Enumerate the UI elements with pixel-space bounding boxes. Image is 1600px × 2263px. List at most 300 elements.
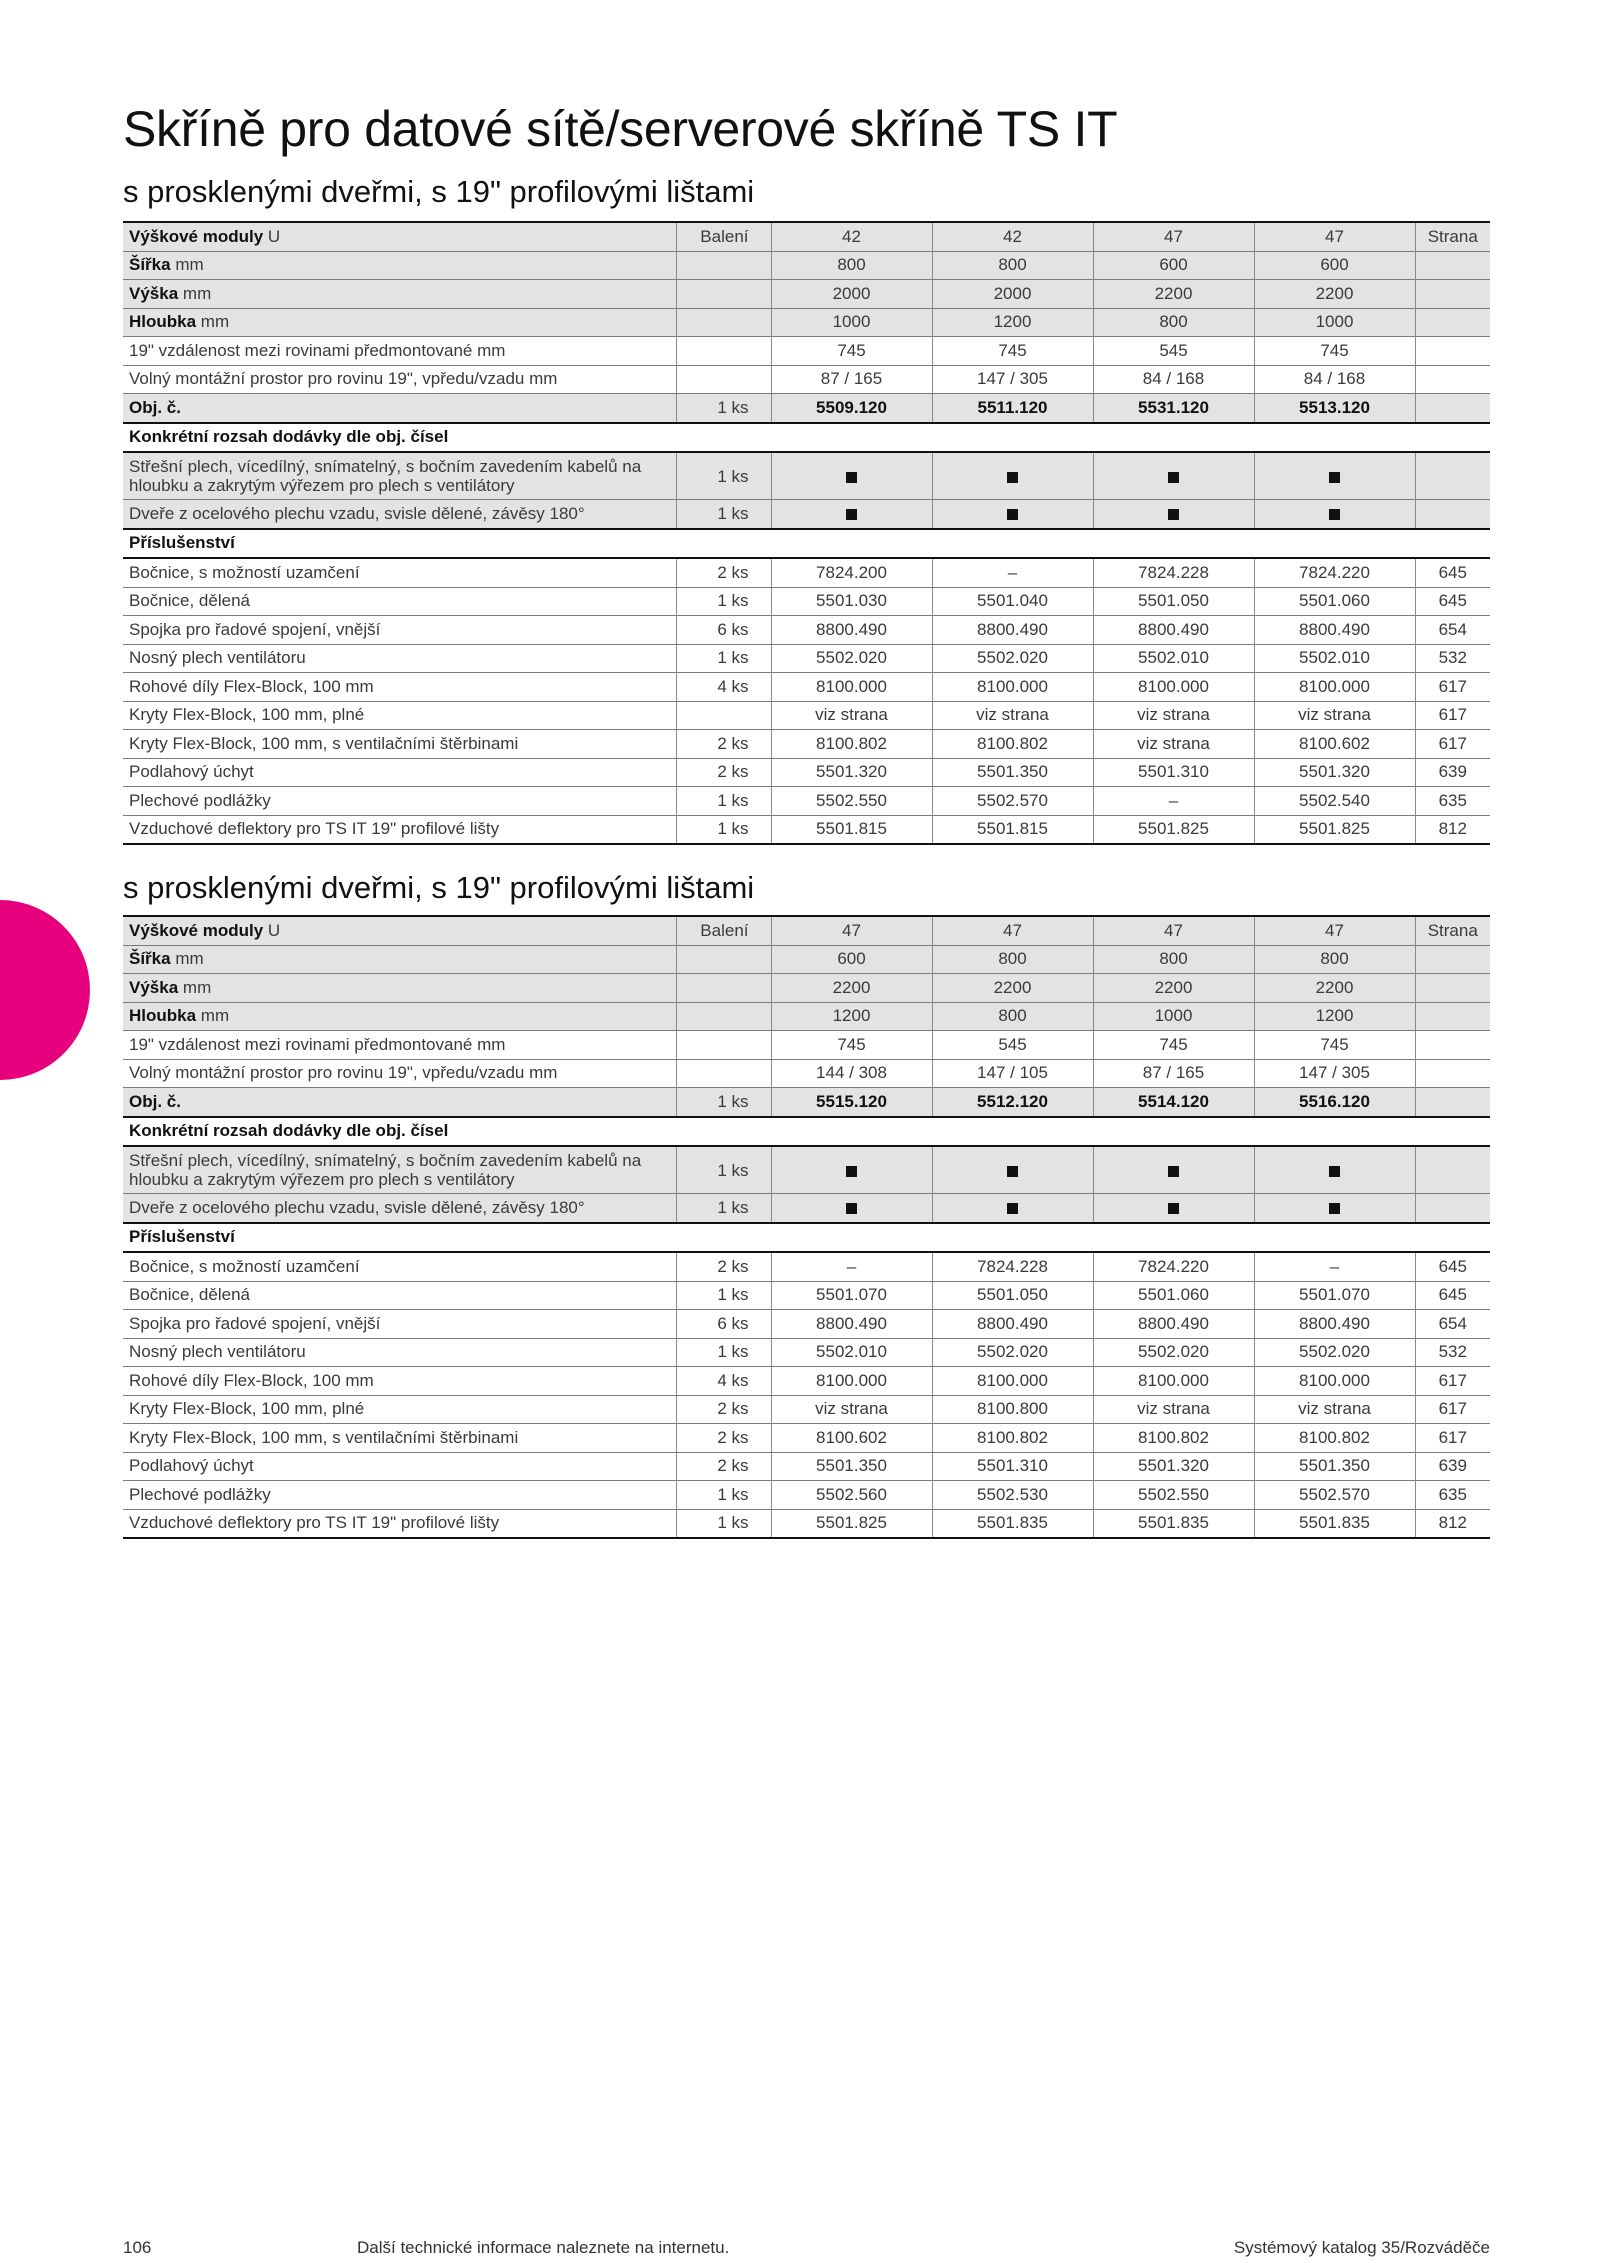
dimension-row [123, 280, 1490, 309]
accessory-order-number: 8800.490 [1093, 1310, 1254, 1339]
dimension-value: 2000 [932, 280, 1093, 309]
accessory-row [123, 1395, 1490, 1424]
accessory-order-number: 8800.490 [771, 616, 932, 645]
accessory-order-number: 8100.000 [1254, 673, 1415, 702]
row-label: Obj. č. [123, 1088, 676, 1117]
pack-value: 1 ks [676, 1481, 771, 1510]
dimension-value: 600 [771, 945, 932, 974]
row-label-text: Výška [129, 977, 179, 997]
dimension-value: 800 [1093, 308, 1254, 337]
included-cell [932, 1146, 1093, 1194]
included-cell [932, 1194, 1093, 1223]
accessory-row [123, 587, 1490, 616]
accessory-row [123, 730, 1490, 759]
detail-row [123, 1031, 1490, 1060]
order-number-row [123, 394, 1490, 423]
included-square-icon [846, 472, 857, 483]
dimension-value: 1200 [771, 1002, 932, 1031]
page-ref: 617 [1415, 701, 1490, 730]
included-cell [771, 500, 932, 529]
empty-cell [1415, 1088, 1490, 1117]
row-label: Kryty Flex-Block, 100 mm, s ventilačními štěrbinami [123, 730, 676, 759]
accessory-order-number: viz strana [1254, 1395, 1415, 1424]
accessory-order-number: 8100.602 [771, 1424, 932, 1453]
accessory-order-number: 5502.020 [1093, 1338, 1254, 1367]
dimension-value: 2000 [771, 280, 932, 309]
empty-cell [676, 1059, 771, 1088]
accessory-order-number: 5502.540 [1254, 787, 1415, 816]
accessory-order-number: 5501.835 [1254, 1509, 1415, 1538]
accessory-order-number: 8800.490 [1093, 616, 1254, 645]
pack-value: 1 ks [676, 394, 771, 423]
order-number: 5516.120 [1254, 1088, 1415, 1117]
page-ref: 645 [1415, 1281, 1490, 1310]
row-label: Rohové díly Flex-Block, 100 mm [123, 1367, 676, 1396]
accessory-order-number: 8100.000 [1254, 1367, 1415, 1396]
dimension-value: 2200 [932, 974, 1093, 1003]
page-number: 106 [123, 2238, 152, 2257]
height-value: 47 [932, 916, 1093, 945]
scope-title: Konkrétní rozsah dodávky dle obj. čísel [123, 423, 1490, 453]
dimension-value: 800 [1254, 945, 1415, 974]
dimension-value: 1000 [1093, 1002, 1254, 1031]
included-square-icon [1168, 472, 1179, 483]
accessory-order-number: 5501.835 [932, 1509, 1093, 1538]
empty-cell [1415, 365, 1490, 394]
row-label: Nosný plech ventilátoru [123, 1338, 676, 1367]
dimension-row [123, 308, 1490, 337]
page-ref: 645 [1415, 587, 1490, 616]
empty-cell [676, 280, 771, 309]
included-cell [1093, 452, 1254, 500]
section-title: s prosklenými dveřmi, s 19" profilovými lištami [123, 174, 755, 209]
section-title: s prosklenými dveřmi, s 19" profilovými lištami [123, 870, 755, 905]
included-cell [1254, 1146, 1415, 1194]
row-label [123, 916, 676, 945]
included-cell [771, 1194, 932, 1223]
accessory-order-number: 5501.815 [932, 815, 1093, 844]
empty-cell [676, 974, 771, 1003]
accessory-order-number: 8100.800 [932, 1395, 1093, 1424]
accessory-row [123, 558, 1490, 587]
empty-cell [676, 251, 771, 280]
included-square-icon [1168, 1166, 1179, 1177]
pack-value: 1 ks [676, 587, 771, 616]
pack-value: 1 ks [676, 1194, 771, 1223]
height-value: 47 [1093, 916, 1254, 945]
order-number: 5511.120 [932, 394, 1093, 423]
row-label: Volný montážní prostor pro rovinu 19", vpředu/vzadu mm [123, 365, 676, 394]
pack-value: 1 ks [676, 452, 771, 500]
detail-value: 87 / 165 [1093, 1059, 1254, 1088]
included-cell [932, 500, 1093, 529]
accessory-order-number: 8100.802 [932, 1424, 1093, 1453]
row-label: 19" vzdálenost mezi rovinami předmontované mm [123, 1031, 676, 1060]
accessory-order-number: 8800.490 [932, 616, 1093, 645]
page-ref: 645 [1415, 558, 1490, 587]
accessory-order-number: 5502.570 [1254, 1481, 1415, 1510]
row-label: Bočnice, s možností uzamčení [123, 1252, 676, 1281]
accessory-order-number: 5501.320 [1093, 1452, 1254, 1481]
accessory-order-number: 5501.350 [1254, 1452, 1415, 1481]
included-square-icon [846, 1166, 857, 1177]
empty-cell [1415, 945, 1490, 974]
accessory-order-number: 5501.815 [771, 815, 932, 844]
row-label-text: Výškové moduly [129, 226, 264, 246]
empty-cell [1415, 1194, 1490, 1223]
page-ref: 532 [1415, 1338, 1490, 1367]
included-cell [1254, 1194, 1415, 1223]
row-label-text: Šířka [129, 255, 171, 275]
row-label-text: Výškové moduly [129, 920, 264, 940]
pack-value: 6 ks [676, 1310, 771, 1339]
empty-cell [1415, 251, 1490, 280]
detail-value: 84 / 168 [1254, 365, 1415, 394]
detail-value: 745 [771, 1031, 932, 1060]
accessory-order-number: 8100.802 [771, 730, 932, 759]
accessory-order-number: 8100.802 [932, 730, 1093, 759]
accessory-order-number: 5501.050 [1093, 587, 1254, 616]
accessory-order-number: – [1093, 787, 1254, 816]
page-ref: 532 [1415, 644, 1490, 673]
row-label: Plechové podlážky [123, 1481, 676, 1510]
empty-cell [676, 945, 771, 974]
page-ref: 617 [1415, 1395, 1490, 1424]
detail-value: 745 [932, 337, 1093, 366]
dimension-value: 800 [932, 1002, 1093, 1031]
accessories-title-row [123, 1223, 1490, 1253]
row-label: Bočnice, dělená [123, 587, 676, 616]
row-label: Podlahový úchyt [123, 758, 676, 787]
dimension-value: 800 [932, 251, 1093, 280]
empty-cell [1415, 974, 1490, 1003]
detail-row [123, 365, 1490, 394]
detail-row [123, 337, 1490, 366]
pack-value: 2 ks [676, 1424, 771, 1453]
row-label [123, 308, 676, 337]
accessory-order-number: 5501.310 [1093, 758, 1254, 787]
scope-title: Konkrétní rozsah dodávky dle obj. čísel [123, 1117, 1490, 1147]
accessory-order-number: 8100.000 [771, 673, 932, 702]
page-ref: 617 [1415, 1367, 1490, 1396]
accessory-order-number: 7824.228 [932, 1252, 1093, 1281]
included-square-icon [1007, 472, 1018, 483]
accessory-order-number: – [932, 558, 1093, 587]
pack-value: 6 ks [676, 616, 771, 645]
included-square-icon [846, 1203, 857, 1214]
accessory-order-number: 8800.490 [1254, 616, 1415, 645]
empty-cell [1415, 1031, 1490, 1060]
page-ref: 645 [1415, 1252, 1490, 1281]
detail-value: 745 [1254, 337, 1415, 366]
accessory-order-number: 5502.020 [771, 644, 932, 673]
pack-value: 2 ks [676, 558, 771, 587]
row-unit: mm [175, 949, 204, 969]
accessory-order-number: 5501.030 [771, 587, 932, 616]
row-label: Kryty Flex-Block, 100 mm, plné [123, 701, 676, 730]
row-label: Obj. č. [123, 394, 676, 423]
accessory-row [123, 673, 1490, 702]
accessory-order-number: 5501.835 [1093, 1509, 1254, 1538]
row-label: 19" vzdálenost mezi rovinami předmontované mm [123, 337, 676, 366]
detail-value: 87 / 165 [771, 365, 932, 394]
page-ref: 654 [1415, 616, 1490, 645]
header-row [123, 916, 1490, 945]
row-label: Dveře z ocelového plechu vzadu, svisle dělené, závěsy 180° [123, 1194, 676, 1223]
accessory-row [123, 701, 1490, 730]
pack-value: 2 ks [676, 758, 771, 787]
accessory-order-number: 5501.070 [771, 1281, 932, 1310]
accessory-order-number: 5501.070 [1254, 1281, 1415, 1310]
accessory-order-number: 8800.490 [932, 1310, 1093, 1339]
row-label [123, 251, 676, 280]
empty-cell [1415, 337, 1490, 366]
dimension-row [123, 1002, 1490, 1031]
order-number: 5512.120 [932, 1088, 1093, 1117]
page-title: Skříně pro datové sítě/serverové skříně TS IT [123, 101, 1118, 157]
header-row [123, 222, 1490, 251]
detail-value: 545 [1093, 337, 1254, 366]
included-square-icon [1168, 509, 1179, 520]
scope-title-row [123, 423, 1490, 453]
accessory-row [123, 1481, 1490, 1510]
accessory-order-number: 5501.040 [932, 587, 1093, 616]
accessory-order-number: viz strana [1093, 730, 1254, 759]
dimension-value: 2200 [1254, 280, 1415, 309]
row-unit: U [267, 226, 281, 246]
accessory-row [123, 1452, 1490, 1481]
accessory-order-number: 7824.220 [1093, 1252, 1254, 1281]
footer-catalog: Systémový katalog 35/Rozváděče [1233, 2238, 1490, 2257]
accessories-title-row [123, 529, 1490, 559]
row-label: Volný montážní prostor pro rovinu 19", vpředu/vzadu mm [123, 1059, 676, 1088]
detail-value: 745 [1254, 1031, 1415, 1060]
accessory-order-number: 5502.020 [932, 644, 1093, 673]
detail-value: 545 [932, 1031, 1093, 1060]
pack-value [676, 701, 771, 730]
dimension-value: 800 [932, 945, 1093, 974]
accessory-row [123, 1424, 1490, 1453]
pack-value: 1 ks [676, 815, 771, 844]
empty-cell [676, 365, 771, 394]
detail-value: 84 / 168 [1093, 365, 1254, 394]
row-label-text: Hloubka [129, 312, 197, 332]
height-value: 47 [1254, 222, 1415, 251]
row-label [123, 974, 676, 1003]
row-label-text: Hloubka [129, 1006, 197, 1026]
page-ref: 639 [1415, 1452, 1490, 1481]
order-number: 5515.120 [771, 1088, 932, 1117]
dimension-row [123, 945, 1490, 974]
pack-value: 2 ks [676, 1395, 771, 1424]
accessory-order-number: 5502.560 [771, 1481, 932, 1510]
page-ref: 812 [1415, 815, 1490, 844]
accessory-order-number: 8800.490 [1254, 1310, 1415, 1339]
dimension-value: 800 [771, 251, 932, 280]
detail-value: 745 [771, 337, 932, 366]
page-ref: 635 [1415, 1481, 1490, 1510]
row-unit: U [267, 920, 281, 940]
page-header: Strana [1415, 222, 1490, 251]
accessory-order-number: 5501.060 [1093, 1281, 1254, 1310]
row-label [123, 280, 676, 309]
empty-cell [1415, 500, 1490, 529]
accessory-order-number: viz strana [932, 701, 1093, 730]
order-number-row [123, 1088, 1490, 1117]
row-label: Spojka pro řadové spojení, vnější [123, 616, 676, 645]
spec-table [123, 915, 1490, 1539]
height-value: 47 [1254, 916, 1415, 945]
accessory-order-number: 5502.550 [1093, 1481, 1254, 1510]
row-label [123, 945, 676, 974]
included-cell [1093, 500, 1254, 529]
pack-value: 2 ks [676, 730, 771, 759]
row-unit: mm [175, 255, 204, 275]
accessory-order-number: 8100.602 [1254, 730, 1415, 759]
dimension-value: 800 [1093, 945, 1254, 974]
pack-value: 1 ks [676, 1338, 771, 1367]
included-square-icon [846, 509, 857, 520]
accessory-row [123, 815, 1490, 844]
accessory-order-number: viz strana [1093, 1395, 1254, 1424]
empty-cell [676, 1031, 771, 1060]
empty-cell [1415, 308, 1490, 337]
accessory-order-number: 8800.490 [771, 1310, 932, 1339]
dimension-value: 2200 [1093, 280, 1254, 309]
scope-row [123, 500, 1490, 529]
accessory-order-number: 8100.000 [771, 1367, 932, 1396]
accessory-order-number: 5501.825 [1093, 815, 1254, 844]
dimension-row [123, 974, 1490, 1003]
row-label [123, 1002, 676, 1031]
pack-header: Balení [676, 916, 771, 945]
order-number: 5531.120 [1093, 394, 1254, 423]
detail-row [123, 1059, 1490, 1088]
empty-cell [1415, 394, 1490, 423]
accessory-order-number: – [771, 1252, 932, 1281]
pack-value: 1 ks [676, 500, 771, 529]
dimension-value: 600 [1093, 251, 1254, 280]
accent-circle [0, 900, 90, 1080]
included-square-icon [1329, 472, 1340, 483]
accessory-order-number: 8100.000 [932, 1367, 1093, 1396]
accessory-order-number: 5502.020 [1254, 1338, 1415, 1367]
empty-cell [1415, 1002, 1490, 1031]
empty-cell [1415, 1146, 1490, 1194]
accessory-order-number: 5501.350 [771, 1452, 932, 1481]
height-value: 47 [1093, 222, 1254, 251]
row-label: Střešní plech, vícedílný, snímatelný, s bočním zavedením kabelů na hloubku a zakrytým výřezem pro plech s ventilátory [123, 452, 676, 500]
pack-value: 1 ks [676, 787, 771, 816]
accessory-row [123, 1310, 1490, 1339]
order-number: 5509.120 [771, 394, 932, 423]
accessory-order-number: 5501.310 [932, 1452, 1093, 1481]
order-number: 5514.120 [1093, 1088, 1254, 1117]
accessory-order-number: 5502.570 [932, 787, 1093, 816]
page-ref: 617 [1415, 673, 1490, 702]
accessory-order-number: viz strana [771, 701, 932, 730]
scope-row [123, 452, 1490, 500]
accessory-order-number: 5502.550 [771, 787, 932, 816]
pack-value: 4 ks [676, 673, 771, 702]
page-ref: 654 [1415, 1310, 1490, 1339]
accessory-row [123, 616, 1490, 645]
row-unit: mm [182, 977, 212, 997]
pack-value: 1 ks [676, 644, 771, 673]
included-square-icon [1329, 509, 1340, 520]
row-label: Podlahový úchyt [123, 1452, 676, 1481]
included-square-icon [1007, 1203, 1018, 1214]
accessory-row [123, 644, 1490, 673]
row-unit: mm [200, 1006, 230, 1026]
pack-value: 1 ks [676, 1509, 771, 1538]
detail-value: 147 / 105 [932, 1059, 1093, 1088]
included-cell [1254, 452, 1415, 500]
detail-value: 745 [1093, 1031, 1254, 1060]
pack-value: 4 ks [676, 1367, 771, 1396]
accessory-row [123, 1252, 1490, 1281]
accessories-title: Příslušenství [123, 529, 1490, 559]
row-label: Rohové díly Flex-Block, 100 mm [123, 673, 676, 702]
row-label: Kryty Flex-Block, 100 mm, plné [123, 1395, 676, 1424]
accessory-order-number: 5502.010 [1254, 644, 1415, 673]
dimension-value: 2200 [771, 974, 932, 1003]
accessory-order-number: 5501.825 [1254, 815, 1415, 844]
dimension-value: 2200 [1093, 974, 1254, 1003]
accessory-row [123, 758, 1490, 787]
accessory-order-number: 7824.200 [771, 558, 932, 587]
footer-info: Další technické informace naleznete na internetu. [357, 2238, 730, 2257]
accessory-order-number: 5502.020 [932, 1338, 1093, 1367]
accessory-order-number: 8100.000 [1093, 673, 1254, 702]
row-label: Vzduchové deflektory pro TS IT 19" profilové lišty [123, 1509, 676, 1538]
pack-value: 2 ks [676, 1452, 771, 1481]
accessory-order-number: 8100.802 [1093, 1424, 1254, 1453]
dimension-value: 1000 [1254, 308, 1415, 337]
included-cell [1093, 1194, 1254, 1223]
accessory-order-number: 8100.000 [1093, 1367, 1254, 1396]
row-label: Bočnice, s možností uzamčení [123, 558, 676, 587]
included-cell [771, 1146, 932, 1194]
dimension-value: 1200 [1254, 1002, 1415, 1031]
spec-table [123, 221, 1490, 845]
dimension-value: 600 [1254, 251, 1415, 280]
accessory-order-number: 8100.802 [1254, 1424, 1415, 1453]
accessory-order-number: 5501.825 [771, 1509, 932, 1538]
row-label: Dveře z ocelového plechu vzadu, svisle dělené, závěsy 180° [123, 500, 676, 529]
row-label [123, 222, 676, 251]
accessory-order-number: viz strana [1093, 701, 1254, 730]
included-cell [1254, 500, 1415, 529]
row-label: Kryty Flex-Block, 100 mm, s ventilačními štěrbinami [123, 1424, 676, 1453]
accessory-order-number: 5501.050 [932, 1281, 1093, 1310]
dimension-value: 2200 [1254, 974, 1415, 1003]
accessory-row [123, 1338, 1490, 1367]
row-label: Bočnice, dělená [123, 1281, 676, 1310]
accessory-order-number: 8100.000 [932, 673, 1093, 702]
accessory-order-number: viz strana [771, 1395, 932, 1424]
order-number: 5513.120 [1254, 394, 1415, 423]
dimension-row [123, 251, 1490, 280]
row-unit: mm [182, 283, 212, 303]
row-label: Vzduchové deflektory pro TS IT 19" profilové lišty [123, 815, 676, 844]
page-ref: 617 [1415, 730, 1490, 759]
page-header: Strana [1415, 916, 1490, 945]
height-value: 47 [771, 916, 932, 945]
accessory-order-number: 5501.350 [932, 758, 1093, 787]
accessory-row [123, 787, 1490, 816]
accessory-order-number: 5501.320 [1254, 758, 1415, 787]
